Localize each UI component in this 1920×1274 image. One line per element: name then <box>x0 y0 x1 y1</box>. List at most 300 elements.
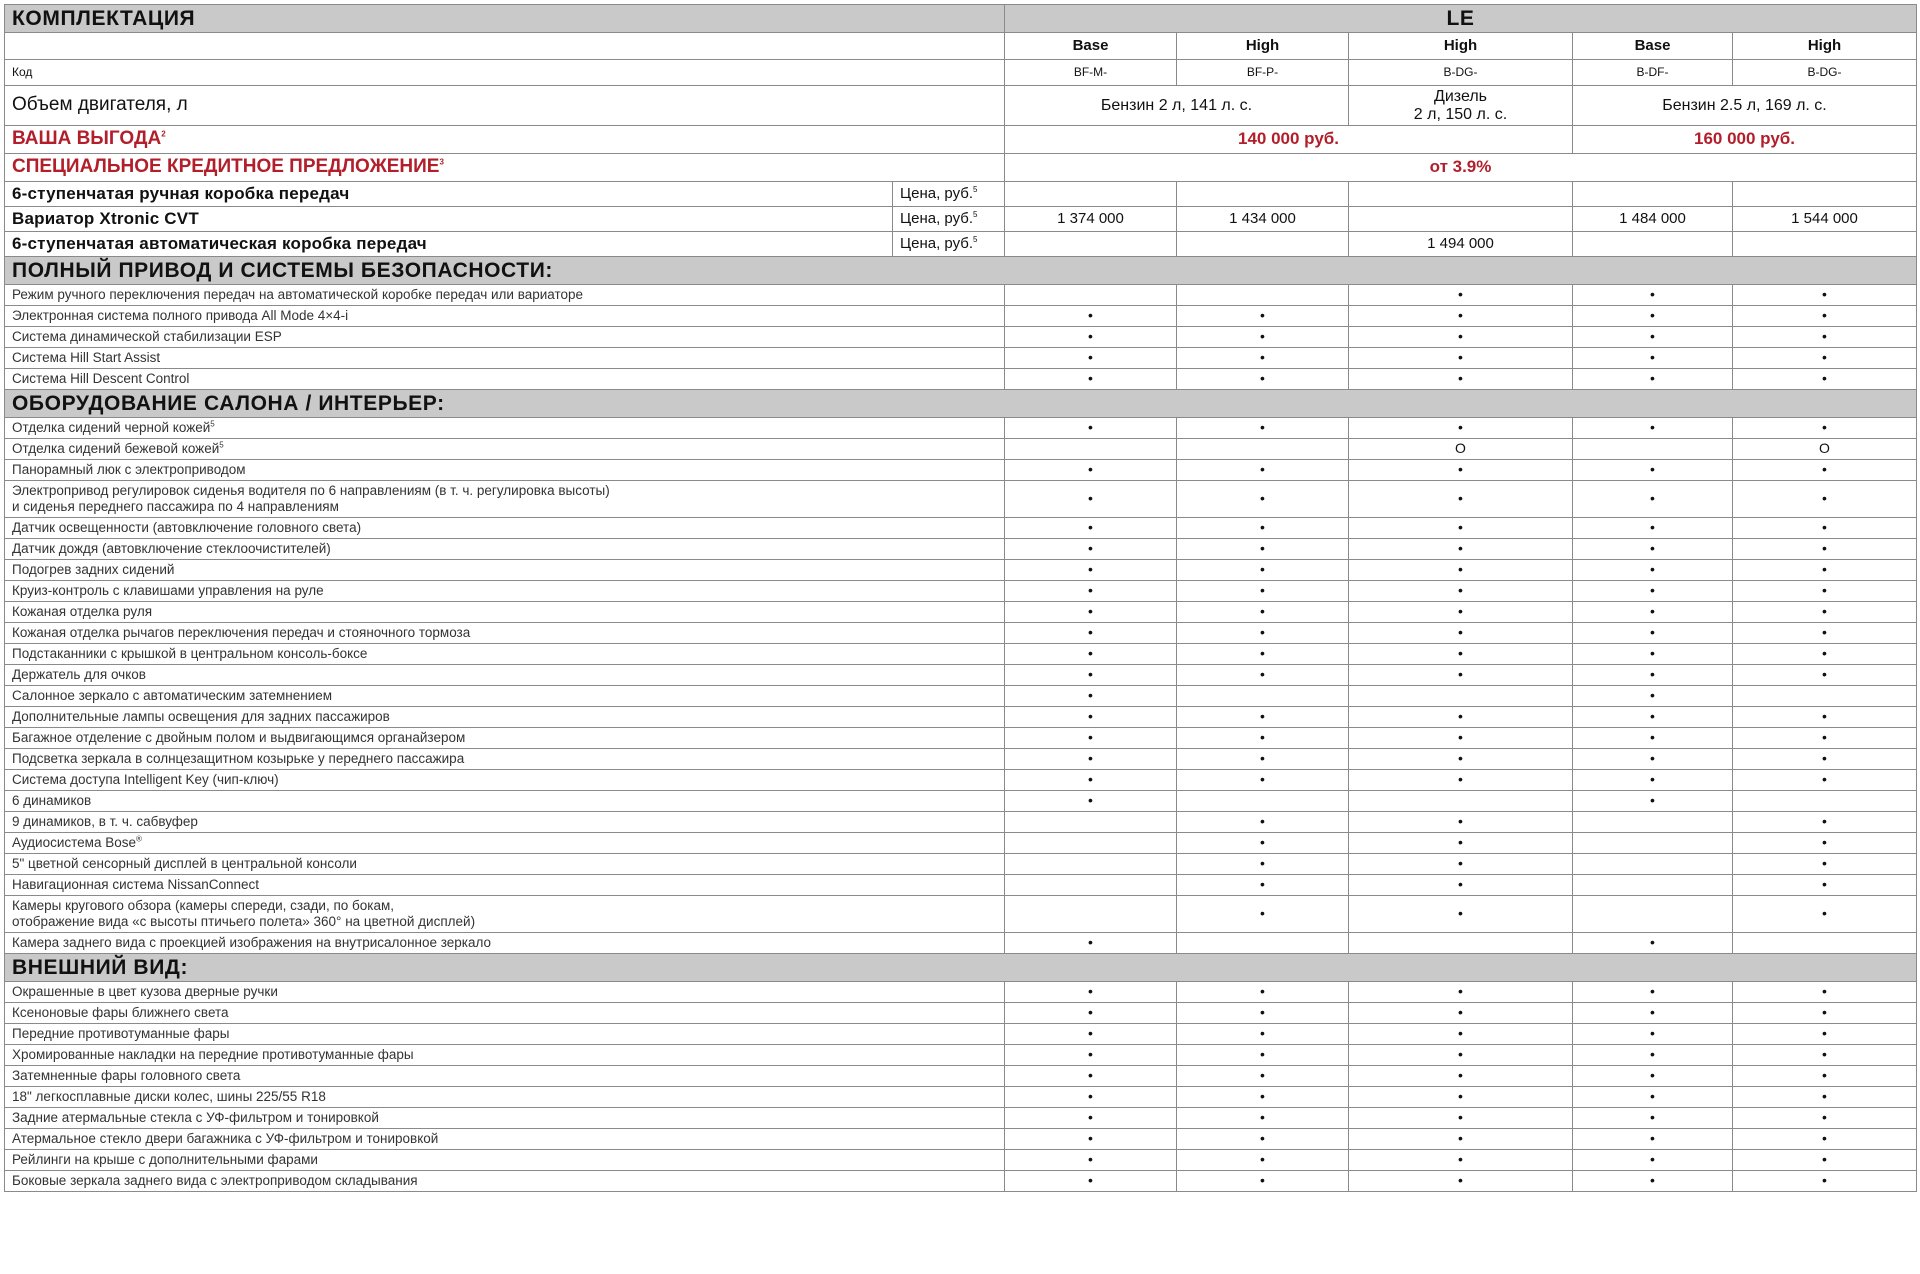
standard-mark: • <box>1005 933 1177 954</box>
feature-label <box>5 1171 1005 1192</box>
standard-mark: • <box>1177 1150 1349 1171</box>
benefit-label <box>5 126 1005 154</box>
standard-mark: • <box>1177 770 1349 791</box>
standard-mark: • <box>1349 982 1573 1003</box>
standard-mark: • <box>1349 749 1573 770</box>
standard-mark: • <box>1733 418 1917 439</box>
feature-row <box>5 481 1917 518</box>
feature-row <box>5 439 1917 460</box>
feature-label-text: Хромированные накладки на передние противотуманные фары <box>12 1046 414 1062</box>
standard-mark: • <box>1005 348 1177 369</box>
standard-mark: • <box>1349 1171 1573 1192</box>
feature-label-text: Боковые зеркала заднего вида с электроприводом складывания <box>12 1172 418 1188</box>
empty-cell <box>1573 896 1733 933</box>
feature-row <box>5 770 1917 791</box>
standard-mark: • <box>1733 285 1917 306</box>
standard-mark: • <box>1733 1087 1917 1108</box>
standard-mark: • <box>1733 1108 1917 1129</box>
feature-row <box>5 1171 1917 1192</box>
empty-cell <box>1005 854 1177 875</box>
standard-mark: • <box>1349 560 1573 581</box>
standard-mark: • <box>1573 418 1733 439</box>
version-level-blank <box>5 33 1005 60</box>
standard-mark: • <box>1573 665 1733 686</box>
standard-mark: • <box>1349 1129 1573 1150</box>
price-value <box>1733 232 1917 257</box>
feature-label-text: Подстаканники с крышкой в центральном консоль-боксе <box>12 645 368 661</box>
feature-label-text: Ксеноновые фары ближнего света <box>12 1004 229 1020</box>
standard-mark: • <box>1177 1171 1349 1192</box>
feature-label <box>5 833 1005 854</box>
standard-mark: • <box>1573 770 1733 791</box>
standard-mark: • <box>1573 1066 1733 1087</box>
feature-row <box>5 327 1917 348</box>
standard-mark: • <box>1349 728 1573 749</box>
feature-row <box>5 1066 1917 1087</box>
standard-mark: • <box>1177 644 1349 665</box>
spec-sheet <box>4 4 1917 1192</box>
empty-cell <box>1005 285 1177 306</box>
section-header-row <box>5 390 1917 418</box>
feature-row <box>5 1003 1917 1024</box>
standard-mark: • <box>1005 1129 1177 1150</box>
standard-mark: • <box>1733 1150 1917 1171</box>
standard-mark: • <box>1177 602 1349 623</box>
price-value <box>1349 182 1573 207</box>
table-title: КОМПЛЕКТАЦИЯ <box>5 5 1005 33</box>
standard-mark: • <box>1177 481 1349 518</box>
standard-mark: • <box>1177 518 1349 539</box>
feature-label <box>5 1045 1005 1066</box>
standard-mark: • <box>1349 854 1573 875</box>
empty-cell <box>1005 875 1177 896</box>
standard-mark: • <box>1005 1087 1177 1108</box>
empty-cell <box>1005 833 1177 854</box>
feature-label-text: Передние противотуманные фары <box>12 1025 230 1041</box>
price-value <box>1349 207 1573 232</box>
price-label-text: Цена, руб. <box>900 234 974 252</box>
price-label <box>893 232 1005 257</box>
standard-mark: • <box>1733 770 1917 791</box>
standard-mark: • <box>1349 418 1573 439</box>
empty-cell <box>1349 686 1573 707</box>
feature-label-text: Электропривод регулировок сиденья водителя по 6 направлениям (в т. ч. регулировка высоты) и сиденья переднего пассажира по 4 направлениям <box>12 482 610 514</box>
empty-cell <box>1573 812 1733 833</box>
empty-cell <box>1177 686 1349 707</box>
standard-mark: • <box>1349 348 1573 369</box>
benefit-label-text: ВАША ВЫГОДА <box>12 128 162 150</box>
price-row <box>5 232 1917 257</box>
standard-mark: • <box>1005 665 1177 686</box>
feature-label-text: Датчик освещенности (автовключение головного света) <box>12 519 362 535</box>
feature-label <box>5 933 1005 954</box>
standard-mark: • <box>1177 327 1349 348</box>
feature-label-text: Багажное отделение с двойным полом и выдвигающимся органайзером <box>12 729 466 745</box>
standard-mark: • <box>1005 481 1177 518</box>
standard-mark: • <box>1005 560 1177 581</box>
standard-mark: • <box>1005 791 1177 812</box>
standard-mark: • <box>1733 581 1917 602</box>
feature-label <box>5 707 1005 728</box>
feature-label <box>5 791 1005 812</box>
feature-row <box>5 791 1917 812</box>
feature-row <box>5 1045 1917 1066</box>
standard-mark: • <box>1349 1066 1573 1087</box>
engine-row <box>5 86 1917 126</box>
feature-label <box>5 728 1005 749</box>
feature-label <box>5 418 1005 439</box>
standard-mark: • <box>1733 369 1917 390</box>
feature-row <box>5 623 1917 644</box>
standard-mark: • <box>1349 306 1573 327</box>
feature-label <box>5 1129 1005 1150</box>
standard-mark: • <box>1733 1066 1917 1087</box>
standard-mark: • <box>1349 812 1573 833</box>
price-label-text: Цена, руб. <box>900 184 974 202</box>
price-value: 1 494 000 <box>1349 232 1573 257</box>
standard-mark: • <box>1177 749 1349 770</box>
price-value <box>1177 232 1349 257</box>
feature-label <box>5 348 1005 369</box>
standard-mark: • <box>1573 1087 1733 1108</box>
code-row <box>5 60 1917 86</box>
feature-label-text: Режим ручного переключения передач на автоматической коробке передач или вариаторе <box>12 286 584 302</box>
standard-mark: • <box>1733 665 1917 686</box>
feature-row <box>5 306 1917 327</box>
standard-mark: • <box>1573 1003 1733 1024</box>
feature-footnote: ® <box>135 834 142 844</box>
optional-mark: O <box>1349 439 1573 460</box>
feature-label <box>5 1024 1005 1045</box>
standard-mark: • <box>1005 418 1177 439</box>
feature-label <box>5 439 1005 460</box>
standard-mark: • <box>1005 644 1177 665</box>
feature-label-text: Навигационная система NissanConnect <box>12 876 260 892</box>
standard-mark: • <box>1573 982 1733 1003</box>
feature-label <box>5 982 1005 1003</box>
feature-label <box>5 686 1005 707</box>
standard-mark: • <box>1573 1045 1733 1066</box>
standard-mark: • <box>1733 854 1917 875</box>
standard-mark: • <box>1349 1024 1573 1045</box>
standard-mark: • <box>1349 896 1573 933</box>
standard-mark: • <box>1005 539 1177 560</box>
standard-mark: • <box>1733 728 1917 749</box>
standard-mark: • <box>1733 623 1917 644</box>
standard-mark: • <box>1177 539 1349 560</box>
feature-label-text: Подсветка зеркала в солнцезащитном козырьке у переднего пассажира <box>12 750 465 766</box>
credit-label <box>5 154 1005 182</box>
feature-label <box>5 644 1005 665</box>
standard-mark: • <box>1573 1108 1733 1129</box>
standard-mark: • <box>1177 306 1349 327</box>
transmission-label: 6-ступенчатая автоматическая коробка передач <box>5 232 893 257</box>
title-row <box>5 5 1917 33</box>
benefit-footnote: 2 <box>161 129 166 139</box>
standard-mark: • <box>1177 1003 1349 1024</box>
standard-mark: • <box>1733 460 1917 481</box>
version-code: BF-M- <box>1005 60 1177 86</box>
empty-cell <box>1573 439 1733 460</box>
price-row <box>5 182 1917 207</box>
standard-mark: • <box>1177 581 1349 602</box>
standard-mark: • <box>1177 560 1349 581</box>
standard-mark: • <box>1733 1045 1917 1066</box>
section-title: ПОЛНЫЙ ПРИВОД И СИСТЕМЫ БЕЗОПАСНОСТИ: <box>5 257 1917 285</box>
feature-label <box>5 460 1005 481</box>
feature-row <box>5 369 1917 390</box>
feature-row <box>5 560 1917 581</box>
standard-mark: • <box>1573 460 1733 481</box>
feature-row <box>5 1087 1917 1108</box>
standard-mark: • <box>1573 644 1733 665</box>
standard-mark: • <box>1349 644 1573 665</box>
feature-label-text: Датчик дождя (автовключение стеклоочистителей) <box>12 540 331 556</box>
benefit-value-20: 140 000 руб. <box>1005 126 1573 154</box>
empty-cell <box>1005 896 1177 933</box>
transmission-label: Вариатор Xtronic CVT <box>5 207 893 232</box>
standard-mark: • <box>1733 306 1917 327</box>
feature-label-text: Система Hill Descent Control <box>12 370 190 386</box>
standard-mark: • <box>1349 707 1573 728</box>
standard-mark: • <box>1349 1003 1573 1024</box>
standard-mark: • <box>1573 791 1733 812</box>
feature-label-text: Задние атермальные стекла с УФ-фильтром и тонировкой <box>12 1109 379 1125</box>
feature-row <box>5 602 1917 623</box>
credit-value: от 3.9% <box>1005 154 1917 182</box>
standard-mark: • <box>1177 896 1349 933</box>
standard-mark: • <box>1573 1129 1733 1150</box>
feature-row <box>5 896 1917 933</box>
feature-label-text: Рейлинги на крыше с дополнительными фарами <box>12 1151 318 1167</box>
empty-cell <box>1349 933 1573 954</box>
standard-mark: • <box>1349 875 1573 896</box>
standard-mark: • <box>1005 602 1177 623</box>
standard-mark: • <box>1573 728 1733 749</box>
feature-label <box>5 369 1005 390</box>
standard-mark: • <box>1005 707 1177 728</box>
feature-label-text: 5" цветной сенсорный дисплей в центральной консоли <box>12 855 357 871</box>
price-value <box>1005 232 1177 257</box>
price-value: 1 544 000 <box>1733 207 1917 232</box>
price-value: 1 434 000 <box>1177 207 1349 232</box>
standard-mark: • <box>1573 1150 1733 1171</box>
benefit-row <box>5 126 1917 154</box>
credit-footnote: 3 <box>439 157 444 167</box>
standard-mark: • <box>1573 623 1733 644</box>
feature-label-text: 9 динамиков, в т. ч. сабвуфер <box>12 813 198 829</box>
feature-label-text: Отделка сидений черной кожей <box>12 419 211 435</box>
standard-mark: • <box>1733 1024 1917 1045</box>
feature-row <box>5 812 1917 833</box>
feature-row <box>5 982 1917 1003</box>
standard-mark: • <box>1349 481 1573 518</box>
code-label: Код <box>5 60 1005 86</box>
feature-label <box>5 665 1005 686</box>
standard-mark: • <box>1349 602 1573 623</box>
section-header-row <box>5 954 1917 982</box>
standard-mark: • <box>1733 896 1917 933</box>
feature-row <box>5 581 1917 602</box>
price-value <box>1177 182 1349 207</box>
benefit-value-25: 160 000 руб. <box>1573 126 1917 154</box>
standard-mark: • <box>1349 665 1573 686</box>
feature-label <box>5 770 1005 791</box>
standard-mark: • <box>1005 686 1177 707</box>
feature-label-text: Затемненные фары головного света <box>12 1067 241 1083</box>
optional-mark: O <box>1733 439 1917 460</box>
standard-mark: • <box>1349 285 1573 306</box>
standard-mark: • <box>1349 581 1573 602</box>
credit-label-text: СПЕЦИАЛЬНОЕ КРЕДИТНОЕ ПРЕДЛОЖЕНИЕ <box>12 156 440 178</box>
standard-mark: • <box>1733 539 1917 560</box>
standard-mark: • <box>1005 1024 1177 1045</box>
empty-cell <box>1573 854 1733 875</box>
standard-mark: • <box>1733 1003 1917 1024</box>
empty-cell <box>1177 439 1349 460</box>
standard-mark: • <box>1005 460 1177 481</box>
standard-mark: • <box>1349 833 1573 854</box>
standard-mark: • <box>1349 1150 1573 1171</box>
standard-mark: • <box>1573 518 1733 539</box>
feature-label-text: Держатель для очков <box>12 666 146 682</box>
price-label-text: Цена, руб. <box>900 209 974 227</box>
feature-footnote: 5 <box>210 419 215 429</box>
empty-cell <box>1005 439 1177 460</box>
version-level: Base <box>1573 33 1733 60</box>
standard-mark: • <box>1005 1108 1177 1129</box>
feature-label-text: Дополнительные лампы освещения для задних пассажиров <box>12 708 390 724</box>
standard-mark: • <box>1349 327 1573 348</box>
feature-label <box>5 749 1005 770</box>
standard-mark: • <box>1573 581 1733 602</box>
standard-mark: • <box>1349 1045 1573 1066</box>
standard-mark: • <box>1005 1171 1177 1192</box>
standard-mark: • <box>1005 581 1177 602</box>
feature-row <box>5 460 1917 481</box>
standard-mark: • <box>1177 348 1349 369</box>
version-code: B-DG- <box>1733 60 1917 86</box>
standard-mark: • <box>1733 1171 1917 1192</box>
feature-row <box>5 348 1917 369</box>
version-code: B-DG- <box>1349 60 1573 86</box>
feature-label-text: 6 динамиков <box>12 792 92 808</box>
standard-mark: • <box>1349 539 1573 560</box>
standard-mark: • <box>1573 369 1733 390</box>
standard-mark: • <box>1573 686 1733 707</box>
feature-label <box>5 623 1005 644</box>
feature-label-text: Окрашенные в цвет кузова дверные ручки <box>12 983 278 999</box>
price-label <box>893 207 1005 232</box>
feature-footnote: 5 <box>219 440 224 450</box>
standard-mark: • <box>1005 369 1177 390</box>
empty-cell <box>1733 686 1917 707</box>
feature-row <box>5 665 1917 686</box>
feature-label <box>5 1003 1005 1024</box>
version-level: Base <box>1005 33 1177 60</box>
price-footnote: 5 <box>973 184 978 194</box>
empty-cell <box>1177 285 1349 306</box>
standard-mark: • <box>1573 1171 1733 1192</box>
feature-row <box>5 686 1917 707</box>
standard-mark: • <box>1177 812 1349 833</box>
feature-label-text: Салонное зеркало с автоматическим затемнением <box>12 687 333 703</box>
standard-mark: • <box>1573 1024 1733 1045</box>
feature-row <box>5 707 1917 728</box>
standard-mark: • <box>1573 481 1733 518</box>
feature-label <box>5 518 1005 539</box>
standard-mark: • <box>1005 1066 1177 1087</box>
feature-label <box>5 812 1005 833</box>
empty-cell <box>1733 791 1917 812</box>
standard-mark: • <box>1177 418 1349 439</box>
feature-row <box>5 644 1917 665</box>
feature-label-text: Панорамный люк с электроприводом <box>12 461 246 477</box>
standard-mark: • <box>1177 1129 1349 1150</box>
standard-mark: • <box>1733 518 1917 539</box>
standard-mark: • <box>1005 623 1177 644</box>
price-value <box>1733 182 1917 207</box>
feature-row <box>5 833 1917 854</box>
empty-cell <box>1349 791 1573 812</box>
version-code: B-DF- <box>1573 60 1733 86</box>
price-row <box>5 207 1917 232</box>
feature-row <box>5 539 1917 560</box>
feature-row <box>5 285 1917 306</box>
engine-petrol-25: Бензин 2.5 л, 169 л. с. <box>1573 86 1917 126</box>
standard-mark: • <box>1177 665 1349 686</box>
standard-mark: • <box>1733 481 1917 518</box>
feature-label <box>5 602 1005 623</box>
version-level: High <box>1733 33 1917 60</box>
empty-cell <box>1005 812 1177 833</box>
standard-mark: • <box>1349 770 1573 791</box>
standard-mark: • <box>1573 539 1733 560</box>
standard-mark: • <box>1733 812 1917 833</box>
standard-mark: • <box>1733 833 1917 854</box>
standard-mark: • <box>1733 875 1917 896</box>
engine-petrol-20: Бензин 2 л, 141 л. с. <box>1005 86 1349 126</box>
feature-row <box>5 933 1917 954</box>
standard-mark: • <box>1005 728 1177 749</box>
price-value: 1 484 000 <box>1573 207 1733 232</box>
standard-mark: • <box>1177 982 1349 1003</box>
standard-mark: • <box>1573 707 1733 728</box>
section-header-row <box>5 257 1917 285</box>
empty-cell <box>1733 933 1917 954</box>
standard-mark: • <box>1177 833 1349 854</box>
engine-label: Объем двигателя, л <box>5 86 1005 126</box>
standard-mark: • <box>1733 707 1917 728</box>
standard-mark: • <box>1733 1129 1917 1150</box>
feature-label-text: Электронная система полного привода All Mode 4×4-i <box>12 307 349 323</box>
standard-mark: • <box>1733 327 1917 348</box>
feature-label <box>5 539 1005 560</box>
feature-row <box>5 875 1917 896</box>
standard-mark: • <box>1349 460 1573 481</box>
version-code: BF-P- <box>1177 60 1349 86</box>
feature-label-text: Круиз-контроль с клавишами управления на руле <box>12 582 324 598</box>
standard-mark: • <box>1733 560 1917 581</box>
price-value <box>1573 232 1733 257</box>
feature-label <box>5 896 1005 933</box>
feature-label-text: Кожаная отделка рычагов переключения передач и стояночного тормоза <box>12 624 471 640</box>
feature-label-text: Кожаная отделка руля <box>12 603 153 619</box>
engine-diesel: Дизель 2 л, 150 л. с. <box>1349 86 1573 126</box>
feature-label <box>5 581 1005 602</box>
standard-mark: • <box>1733 602 1917 623</box>
price-label <box>893 182 1005 207</box>
